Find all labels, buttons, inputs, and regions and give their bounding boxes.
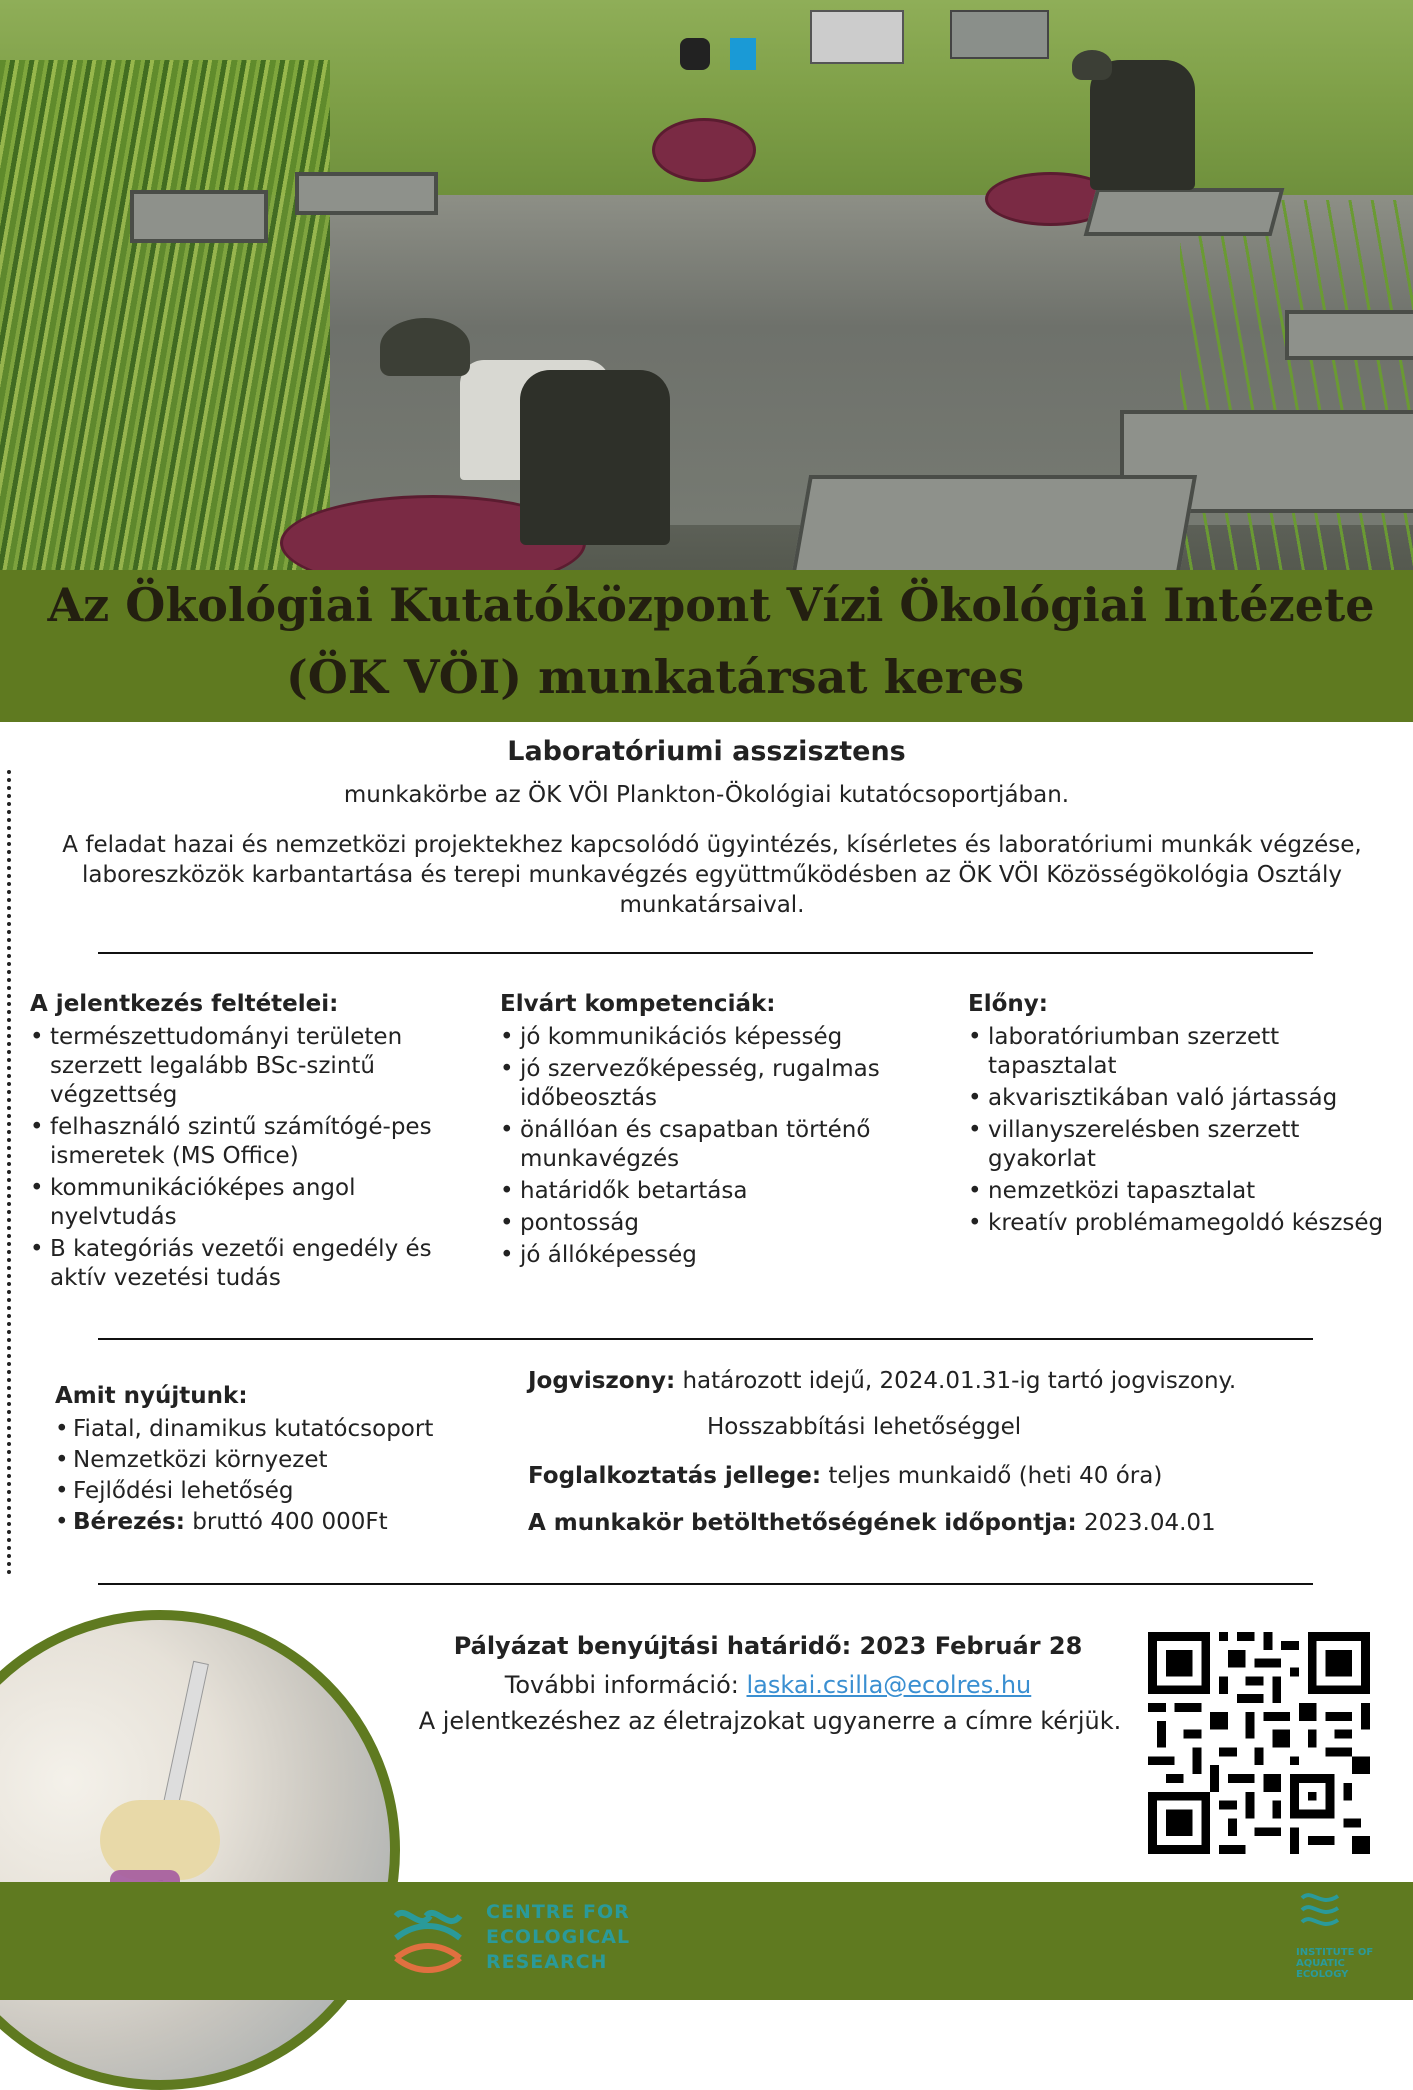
researcher-waders <box>520 370 670 545</box>
list-item: • laboratóriumban szerzett tapasztalat <box>968 1023 1408 1081</box>
cer-line2: ECOLOGICAL <box>486 1926 631 1948</box>
iae-line3: ECOLOGY <box>1296 1969 1349 1980</box>
iae-line1: INSTITUTE OF <box>1296 1947 1374 1958</box>
list-item: • kommunikációképes angol nyelvtudás <box>30 1174 480 1232</box>
offer-heading: Amit nyújtunk: <box>55 1383 248 1409</box>
start-label: A munkakör betölthetőségének időpontja: <box>528 1510 1077 1536</box>
list-item: • felhasználó szintű számítógé-pes ismeretek (MS Office) <box>30 1113 480 1171</box>
list-item: • jó szervezőképesség, rugalmas időbeosztás <box>500 1055 960 1113</box>
mesoscosm-cover <box>791 475 1197 570</box>
wheelbarrow <box>950 10 1049 59</box>
reeds-left <box>0 60 330 570</box>
position-title: Laboratóriumi asszisztens <box>507 736 906 767</box>
dotted-margin-line <box>7 770 11 1575</box>
list-item: • pontosság <box>500 1209 960 1238</box>
deadline: Pályázat benyújtási határidő: 2023 Február 28 <box>453 1632 1083 1660</box>
extension-note: Hosszabbítási lehetőséggel <box>707 1414 1022 1440</box>
list-item: • jó kommunikációs képesség <box>500 1023 960 1052</box>
mesoscosm-cover <box>130 190 268 243</box>
footer-bar <box>0 1882 1413 2000</box>
divider <box>98 1583 1313 1585</box>
start-date <box>528 1510 1216 1536</box>
job-description: A feladat hazai és nemzetközi projektekhez kapcsolódó ügyintézés, kísérletes és laboratóriumi munkák végzése, laboreszközök karbantartása és terepi munkavégzés együttműködésben az ÖK VÖI Közösségökológia Osztály munkatársaival. <box>62 832 1362 918</box>
competencies-column <box>500 990 960 1273</box>
salary-value: bruttó 400 000Ft <box>192 1509 388 1535</box>
cer-logo-icon <box>392 1902 464 1974</box>
list-item: • önállóan és csapatban történő munkavégzés <box>500 1116 960 1174</box>
iae-wordmark <box>1296 1947 1373 1980</box>
contract-type <box>528 1368 1236 1394</box>
researcher-back <box>1090 60 1195 190</box>
divider <box>98 952 1313 954</box>
list-item: • természettudományi területen szerzett legalább BSc-szintű végzettség <box>30 1023 480 1110</box>
list-item: • Fejlődési lehetőség <box>55 1476 525 1507</box>
iae-line2: AQUATIC <box>1296 1958 1345 1969</box>
info-label: További információ: <box>504 1671 739 1699</box>
competencies-heading: Elvárt kompetenciák: <box>500 991 776 1017</box>
cooler-box <box>730 38 756 70</box>
field-table <box>810 10 904 64</box>
contact-info <box>368 1671 1168 1699</box>
cer-line3: RESEARCH <box>486 1951 608 1973</box>
gloved-hand <box>100 1800 220 1880</box>
competencies-list <box>500 1023 960 1270</box>
application-note: A jelentkezéshez az életrajzokat ugyanerre a címre kérjük. <box>418 1707 1122 1735</box>
qr-code[interactable] <box>1148 1632 1370 1854</box>
iae-logo-icon <box>1298 1888 1342 1932</box>
reeds-right <box>1180 200 1413 570</box>
lab-photo <box>0 1610 400 2090</box>
mesoscosm-cover <box>295 172 438 215</box>
field-work-photo <box>0 0 1413 570</box>
mesocosm-tub <box>652 118 756 182</box>
list-item: • akvarisztikában való jártasság <box>968 1084 1408 1113</box>
list-item: • jó állóképesség <box>500 1241 960 1270</box>
advantages-heading: Előny: <box>968 991 1048 1017</box>
page-title-line2: (ÖK VÖI) munkatársat keres <box>286 650 1025 704</box>
requirements-heading: A jelentkezés feltételei: <box>30 991 339 1017</box>
position-unit: munkakörbe az ÖK VÖI Plankton-Ökológiai kutatócsoportjában. <box>343 782 1070 808</box>
requirements-column <box>30 990 480 1296</box>
advantages-column <box>968 990 1408 1241</box>
offer-list <box>55 1414 525 1538</box>
employment-label: Foglalkoztatás jellege: <box>528 1463 822 1489</box>
email-link[interactable]: laskai.csilla@ecolres.hu <box>746 1671 1032 1699</box>
employment-type <box>528 1463 1162 1489</box>
advantages-list <box>968 1023 1408 1238</box>
page-title-line1: Az Ökológiai Kutatóközpont Vízi Ökológiai Intézete <box>47 578 1375 632</box>
divider <box>98 1338 1313 1340</box>
list-item: • Fiatal, dinamikus kutatócsoport <box>55 1414 525 1445</box>
mesoscosm-cover <box>1285 310 1413 360</box>
researcher-hat <box>1072 50 1112 80</box>
list-item: • határidők betartása <box>500 1177 960 1206</box>
requirements-list <box>30 1023 480 1293</box>
employment-value: teljes munkaidő (heti 40 óra) <box>828 1463 1163 1489</box>
list-item: • B kategóriás vezetői engedély és aktív vezetési tudás <box>30 1235 480 1293</box>
researcher-hat <box>380 318 470 376</box>
salary-item <box>55 1507 525 1538</box>
contract-label: Jogviszony: <box>528 1368 676 1394</box>
cer-wordmark <box>486 1900 630 1975</box>
contract-value: határozott idejű, 2024.01.31-ig tartó jogviszony. <box>682 1368 1237 1394</box>
offer-section <box>55 1381 525 1538</box>
cer-line1: CENTRE FOR <box>486 1901 630 1923</box>
list-item: • Nemzetközi környezet <box>55 1445 525 1476</box>
list-item: • kreatív problémamegoldó készség <box>968 1209 1408 1238</box>
start-value: 2023.04.01 <box>1084 1510 1216 1536</box>
salary-label: Bérezés: <box>73 1509 185 1535</box>
mesoscosm-cover <box>1084 188 1285 236</box>
backpack <box>680 38 710 70</box>
list-item: • villanyszerelésben szerzett gyakorlat <box>968 1116 1408 1174</box>
list-item: • nemzetközi tapasztalat <box>968 1177 1408 1206</box>
